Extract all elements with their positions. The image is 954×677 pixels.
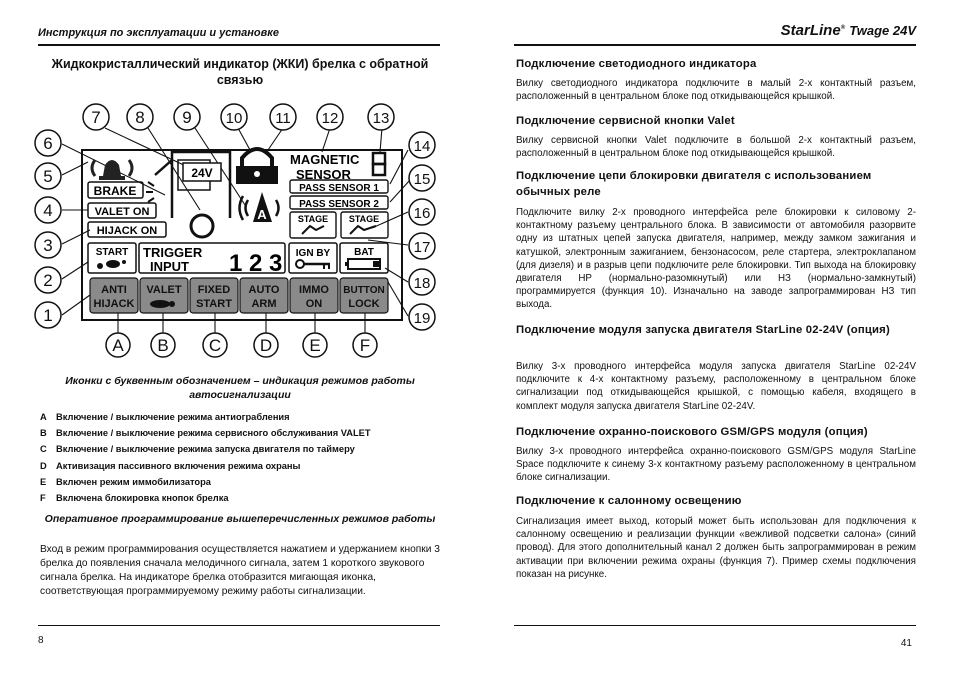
list-item: [40, 441, 440, 457]
letter-f: F: [359, 336, 371, 355]
letter-a: A: [112, 336, 124, 355]
auto-arm-icon: [240, 192, 279, 222]
light-rays-icon: [146, 182, 154, 202]
programming-title: Оперативное программирование вышеперечисленных режимов работы: [44, 513, 436, 525]
letter-d: D: [259, 336, 273, 355]
lcd-stage-2: STAGE: [348, 214, 380, 224]
header-rule-right: [514, 44, 916, 46]
callout-12: 12: [321, 110, 339, 127]
callout-5: 5: [43, 167, 53, 186]
page-number-right: 41: [900, 638, 912, 649]
section-heading: Подключение модуля запуска двигателя StarLine 02-24V (опция): [516, 324, 890, 336]
btn-anti: ANTI: [101, 284, 127, 296]
list-item: [40, 409, 440, 425]
programming-text: Вход в режим программирования осуществляется нажатием и удержанием кнопки 3 брелка до появления сначала мелодичного сигнала, затем 1 короткого звукового сигнала брелка. На индикаторе брелка отобразится мигающая иконка, соответствующая программируемому режиму работы сигнализации.: [40, 544, 440, 597]
section-text: Вилку сервисной кнопки Valet подключите в большой 2-х контактный разъем, расположенный в центральном блоке под откидывающейся крышкой.: [516, 135, 916, 160]
lcd-section-title: Жидкокристаллический индикатор (ЖКИ) брелка с обратной связью: [51, 57, 429, 87]
mode-text: Активизация пассивного включения режима охраны: [56, 460, 301, 471]
section-heading: Подключение светодиодного индикатора: [516, 58, 757, 70]
lcd-brake: BRAKE: [93, 184, 137, 198]
lcd-valet-on: VALET ON: [94, 206, 150, 218]
mode-letter: A: [40, 412, 47, 422]
stage-2-icon: [350, 226, 376, 234]
page-number-left: 8: [38, 635, 44, 646]
btn-arm: ARM: [251, 298, 277, 310]
btn-hijack: HIJACK: [93, 298, 135, 310]
mode-text: Включен режим иммобилизатора: [56, 476, 211, 487]
letter-b: B: [157, 336, 169, 355]
key-icon: [296, 260, 330, 269]
callout-18: 18: [413, 275, 431, 292]
stage-1-icon: [302, 226, 324, 234]
callout-10: 10: [225, 110, 243, 127]
btn-valet: VALET: [146, 284, 182, 296]
lcd-stage-1: STAGE: [297, 214, 329, 224]
btn-auto: AUTO: [248, 284, 280, 296]
mode-letter: C: [40, 444, 47, 455]
lcd-truck-voltage: 24V: [191, 166, 213, 180]
header-rule-left: [38, 44, 440, 46]
svg-text:A: A: [257, 207, 267, 222]
list-item: [40, 474, 440, 490]
list-item: [40, 490, 440, 506]
callout-11: 11: [275, 110, 291, 127]
mode-text: Включение / выключение режима запуска двигателя по таймеру: [56, 444, 355, 455]
mode-letter: B: [40, 428, 47, 439]
lcd-sensor: SENSOR: [296, 167, 351, 182]
lock-icon: [236, 149, 278, 184]
lcd-input: INPUT: [150, 259, 189, 274]
callout-19: 19: [413, 310, 431, 327]
model-name: Twage 24V: [849, 23, 916, 38]
list-item: [40, 425, 440, 441]
callout-2: 2: [43, 271, 53, 290]
callout-4: 4: [43, 201, 53, 220]
callout-16: 16: [413, 205, 431, 222]
callout-15: 15: [413, 171, 431, 188]
btn-fixed: FIXED: [197, 284, 231, 296]
callout-17: 17: [413, 239, 431, 256]
lcd-pass-sensor-2: PASS SENSOR 2: [299, 199, 379, 210]
letter-c: C: [208, 336, 222, 355]
start-icon: [97, 260, 126, 269]
callout-14: 14: [413, 138, 431, 155]
section-heading: Подключение сервисной кнопки Valet: [516, 115, 735, 127]
btn-on: ON: [305, 298, 323, 310]
callout-6: 6: [43, 134, 53, 153]
lcd-bat: BAT: [354, 247, 374, 258]
section-text: Сигнализация имеет выход, который может быть использован для подключения к салонному освещению и реализации функции «вежливой подсветки салона» (синий провод). Для этого дополнительный канал 2 должен быть запрограммирован в режим активации при включении режима охраны (функция 7). Пример схемы подключения показан на рисунке.: [516, 516, 916, 580]
callout-1: 1: [43, 306, 53, 325]
brand-header: StarLine® Twage 24V: [780, 22, 916, 39]
letter-circles: [106, 333, 377, 357]
mode-text: Включение / выключение режима антиограбления: [56, 412, 290, 422]
btn-button: BUTTON: [343, 285, 385, 296]
lcd-pass-sensor-1: PASS SENSOR 1: [299, 183, 379, 194]
brand-logo: StarLine: [780, 22, 841, 39]
footer-rule-right: [514, 625, 916, 626]
wheel-icon: [191, 215, 213, 237]
mode-text: Включена блокировка кнопок брелка: [56, 493, 229, 504]
siren-icon: [92, 160, 132, 180]
callout-13: 13: [372, 110, 390, 127]
section-heading: Подключение цепи блокировки двигателя с использованием обычных реле: [516, 170, 872, 198]
valet-wrench-icon: [150, 300, 175, 308]
mode-letter: D: [40, 460, 47, 471]
section-text: Вилку 3-х проводного интерфейса охранно-поискового GSM/GPS модуля StarLine Space подключите к синему 3-х контактному разъему расположенному в центральном блоке сигнализации.: [516, 446, 916, 484]
btn-lock: LOCK: [348, 298, 380, 310]
mode-letter: E: [40, 476, 47, 487]
section-text: Подключите вилку 2-х проводного интерфейса реле блокировки к силовому 2-контактному разъему центрального блока. В зависимости от автомобиля разорвите одну из штатных цепей запуска двигателя, например, между замком зажигания и катушкой, электронным зажиганием, бензонасосом, реле стартера, электроклапаном (для дизеля) и в разрыв цепи подключите реле блокировки. Тип выхода на блокировку двигателя НР (нормально-разомкнутый) или НЗ (нормально-замкнутый) программируется (функция 10). Изначально на заводе запрограммирован НЗ тип выхода.: [516, 207, 916, 311]
modes-list: [40, 409, 440, 506]
callout-7: 7: [91, 108, 101, 127]
lcd-digits: 1 2 3: [229, 250, 283, 277]
callout-3: 3: [43, 236, 53, 255]
lcd-trigger: TRIGGER: [143, 245, 203, 260]
list-item: [40, 458, 440, 474]
footer-rule-left: [38, 625, 440, 626]
letter-e: E: [309, 336, 321, 355]
lcd-diagram: [30, 100, 450, 362]
mode-letter: F: [40, 493, 46, 504]
lcd-hijack-on: HIJACK ON: [96, 225, 158, 237]
truck-icon: [155, 152, 230, 218]
btn-immo: IMMO: [299, 284, 329, 296]
section-text: Вилку 3-х проводного интерфейса модуля запуска двигателя StarLine 02-24V подключите к 4-х контактному разъему, расположенному в центральном блоке сигнализации под откидывающейся крышкой, с помощью кабеля, входящего в комплект модуля запуска двигателя StarLine 02-24V.: [516, 361, 916, 412]
segment-digit-icon: [373, 153, 385, 175]
header-title-left: Инструкция по эксплуатации и установке: [38, 27, 279, 39]
callout-9: 9: [182, 108, 192, 127]
lcd-ign-by: IGN BY: [295, 248, 331, 259]
section-text: Вилку светодиодного индикатора подключите в малый 2-х контактный разъем, расположенный в центральном блоке под откидывающейся крышкой.: [516, 78, 916, 103]
lcd-magnetic: MAGNETIC: [290, 152, 360, 167]
section-heading: Подключение охранно-поискового GSM/GPS модуля (опция): [516, 426, 868, 438]
battery-icon: [345, 259, 380, 269]
callout-8: 8: [135, 108, 145, 127]
lcd-start: START: [95, 247, 129, 258]
section-heading: Подключение к салонному освещению: [516, 495, 742, 507]
icons-caption: Иконки с буквенным обозначением – индикация режимов работы автосигнализации: [65, 375, 415, 401]
mode-text: Включение / выключение режима сервисного обслуживания VALET: [56, 428, 371, 439]
btn-start: START: [196, 298, 232, 310]
